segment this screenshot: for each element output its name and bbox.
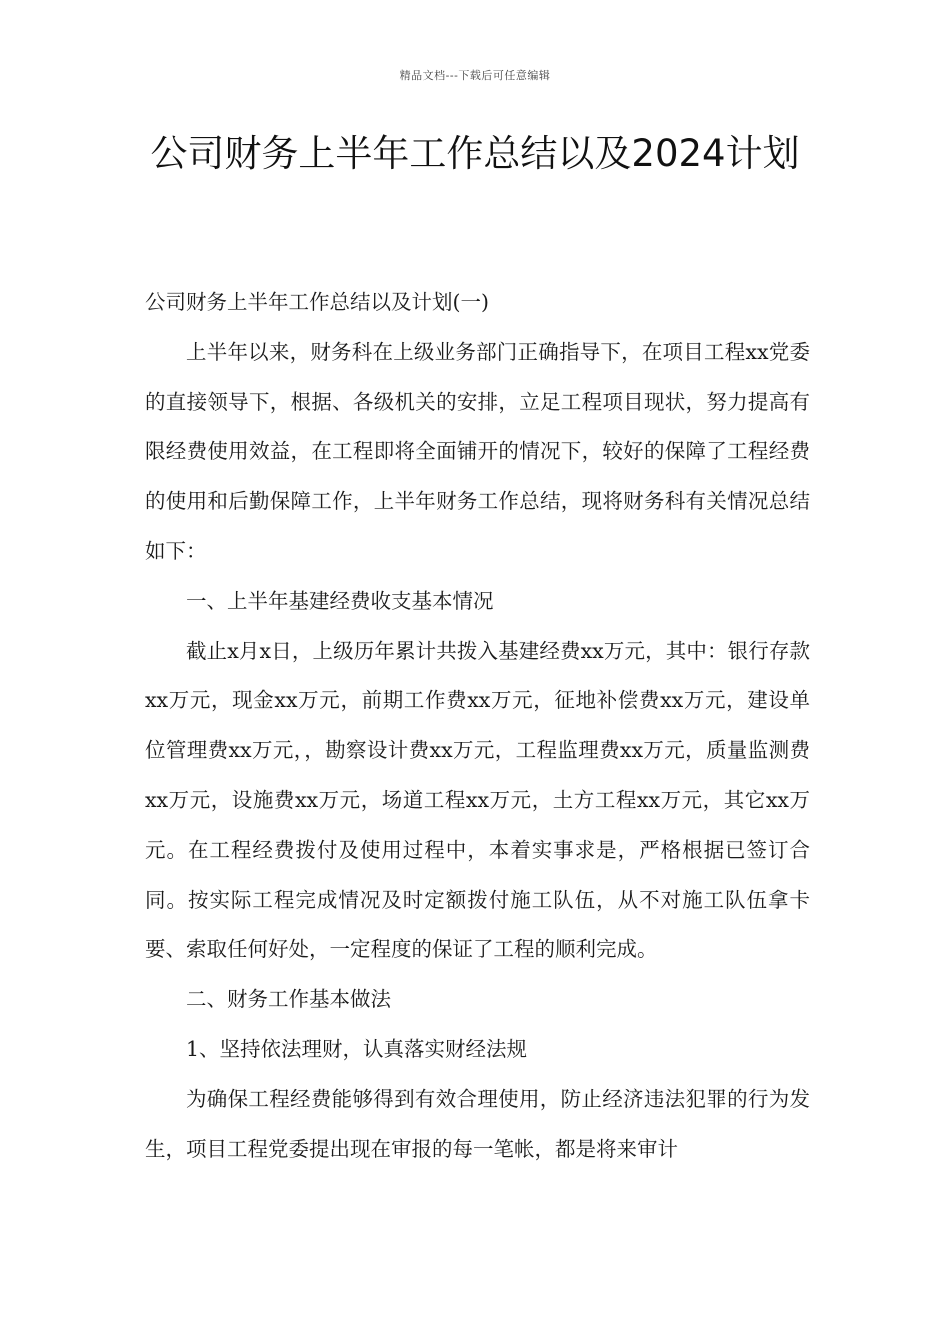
section-heading-2: 二、财务工作基本做法 <box>186 987 391 1012</box>
paragraph-legal-compliance: 为确保工程经费能够得到有效合理使用，防止经济违法犯罪的行为发生，项目工程党委提出现在审报的每一笔帐，都是将来审计 <box>145 1086 810 1161</box>
paragraph-funding: 截止x月x日，上级历年累计共拨入基建经费xx万元，其中：银行存款xx万元，现金xx万元，前期工作费xx万元，征地补偿费xx万元，建设单位管理费xx万元，，勘察设计费xx万元，工程监理费xx万元，质量监测费xx万元，设施费xx万元，场道工程xx万元，土方工程xx万元，其它xx万元。在工程经费拨付及使用过程中，本着实事求是，严格根据已签订合同。按实际工程完成情况及时定额拨付施工队伍，从不对施工队伍拿卡要、索取任何好处，一定程度的保证了工程的顺利完成。 <box>145 638 810 962</box>
sub-heading-1: 1、坚持依法理财，认真落实财经法规 <box>186 1036 528 1061</box>
section-heading-1: 一、上半年基建经费收支基本情况 <box>186 588 494 613</box>
document-body <box>145 278 810 1174</box>
paragraph-intro: 上半年以来，财务科在上级业务部门正确指导下，在项目工程xx党委的直接领导下，根据、各级机关的安排，立足工程项目现状，努力提高有限经费使用效益，在工程即将全面铺开的情况下，较好的保障了工程经费的使用和后勤保障工作，上半年财务工作总结，现将财务科有关情况总结如下： <box>145 339 810 563</box>
document-title: 公司财务上半年工作总结以及2024计划 <box>150 132 800 175</box>
header-note: 精品文档---下载后可任意编辑 <box>399 69 551 82</box>
section-subtitle: 公司财务上半年工作总结以及计划(一) <box>145 290 489 314</box>
